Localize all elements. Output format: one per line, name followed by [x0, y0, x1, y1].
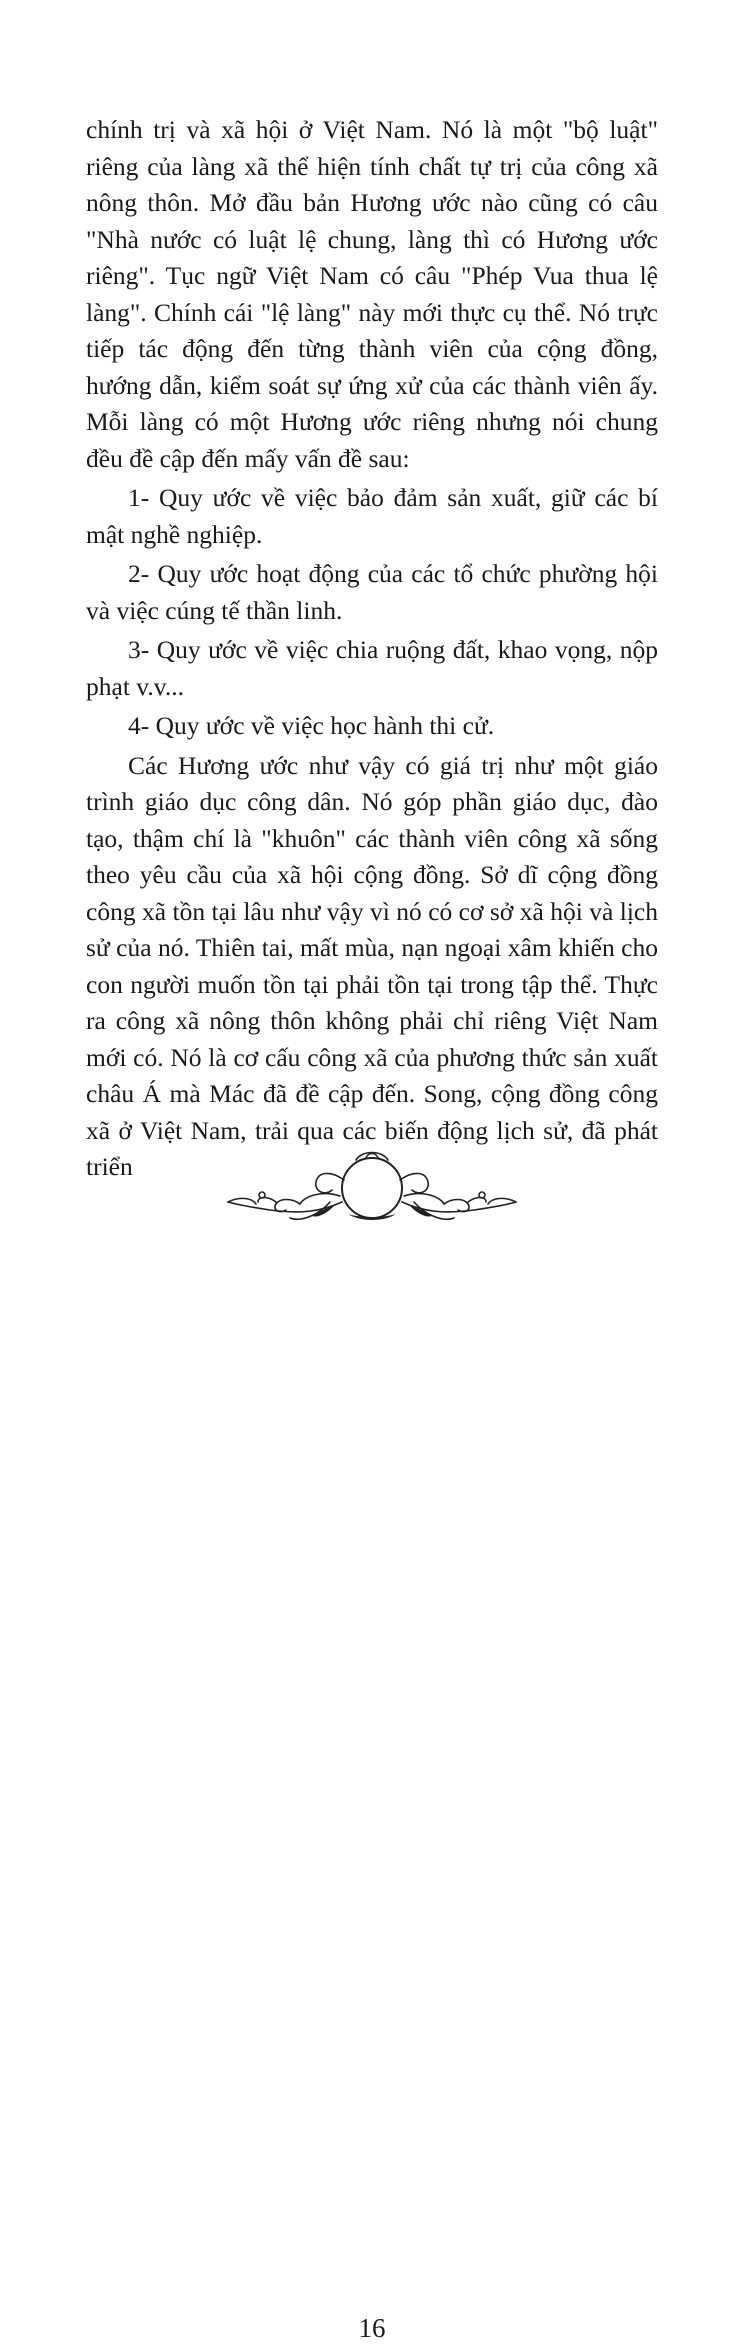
list-item: 2- Quy ước hoạt động của các tổ chức phường hội và việc cúng tế thần linh. — [86, 559, 658, 625]
page-body — [86, 112, 658, 1186]
scroll-flourish-icon — [0, 1140, 744, 1250]
paragraph: chính trị và xã hội ở Việt Nam. Nó là một "bộ luật" riêng của làng xã thể hiện tính chất tự trị của công xã nông thôn. Mở đầu bản Hương ước nào cũng có câu "Nhà nước có luật lệ chung, làng thì có Hương ước riêng". Tục ngữ Việt Nam có câu "Phép Vua thua lệ làng". Chính cái "lệ làng" này mới thực cụ thể. Nó trực tiếp tác động đến từng thành viên của cộng đồng, hướng dẫn, kiểm soát sự ứng xử của các thành viên ấy. Mỗi làng có một Hương ước riêng nhưng nói chung đều đề cập đến mấy vấn đề sau: — [86, 115, 658, 473]
list-item: 1- Quy ước về việc bảo đảm sản xuất, giữ các bí mật nghề nghiệp. — [86, 483, 658, 549]
list-item: 3- Quy ước về việc chia ruộng đất, khao vọng, nộp phạt v.v... — [86, 635, 658, 701]
list-item: 4- Quy ước về việc học hành thi cử. — [128, 711, 495, 740]
page-footer — [0, 1140, 744, 2343]
paragraph: Các Hương ước như vậy có giá trị như một giáo trình giáo dục công dân. Nó góp phần giáo dục, đào tạo, thậm chí là "khuôn" các thành viên công xã sống theo yêu cầu của xã hội cộng đồng. Sở dĩ cộng đồng công xã tồn tại lâu như vậy vì nó có cơ sở xã hội và lịch sử của nó. Thiên tai, mất mùa, nạn ngoại xâm khiến cho con người muốn tồn tại phải tồn tại trong tập thể. Thực ra công xã nông thôn không phải chỉ riêng Việt Nam mới có. Nó là cơ cấu công xã của phương thức sản xuất châu Á mà Mác đã đề cập đến. Song, cộng đồng công xã ở Việt Nam, trải qua các biến động lịch sử, đã phát triển — [86, 750, 658, 1181]
page-number: 16 — [358, 2313, 386, 2343]
